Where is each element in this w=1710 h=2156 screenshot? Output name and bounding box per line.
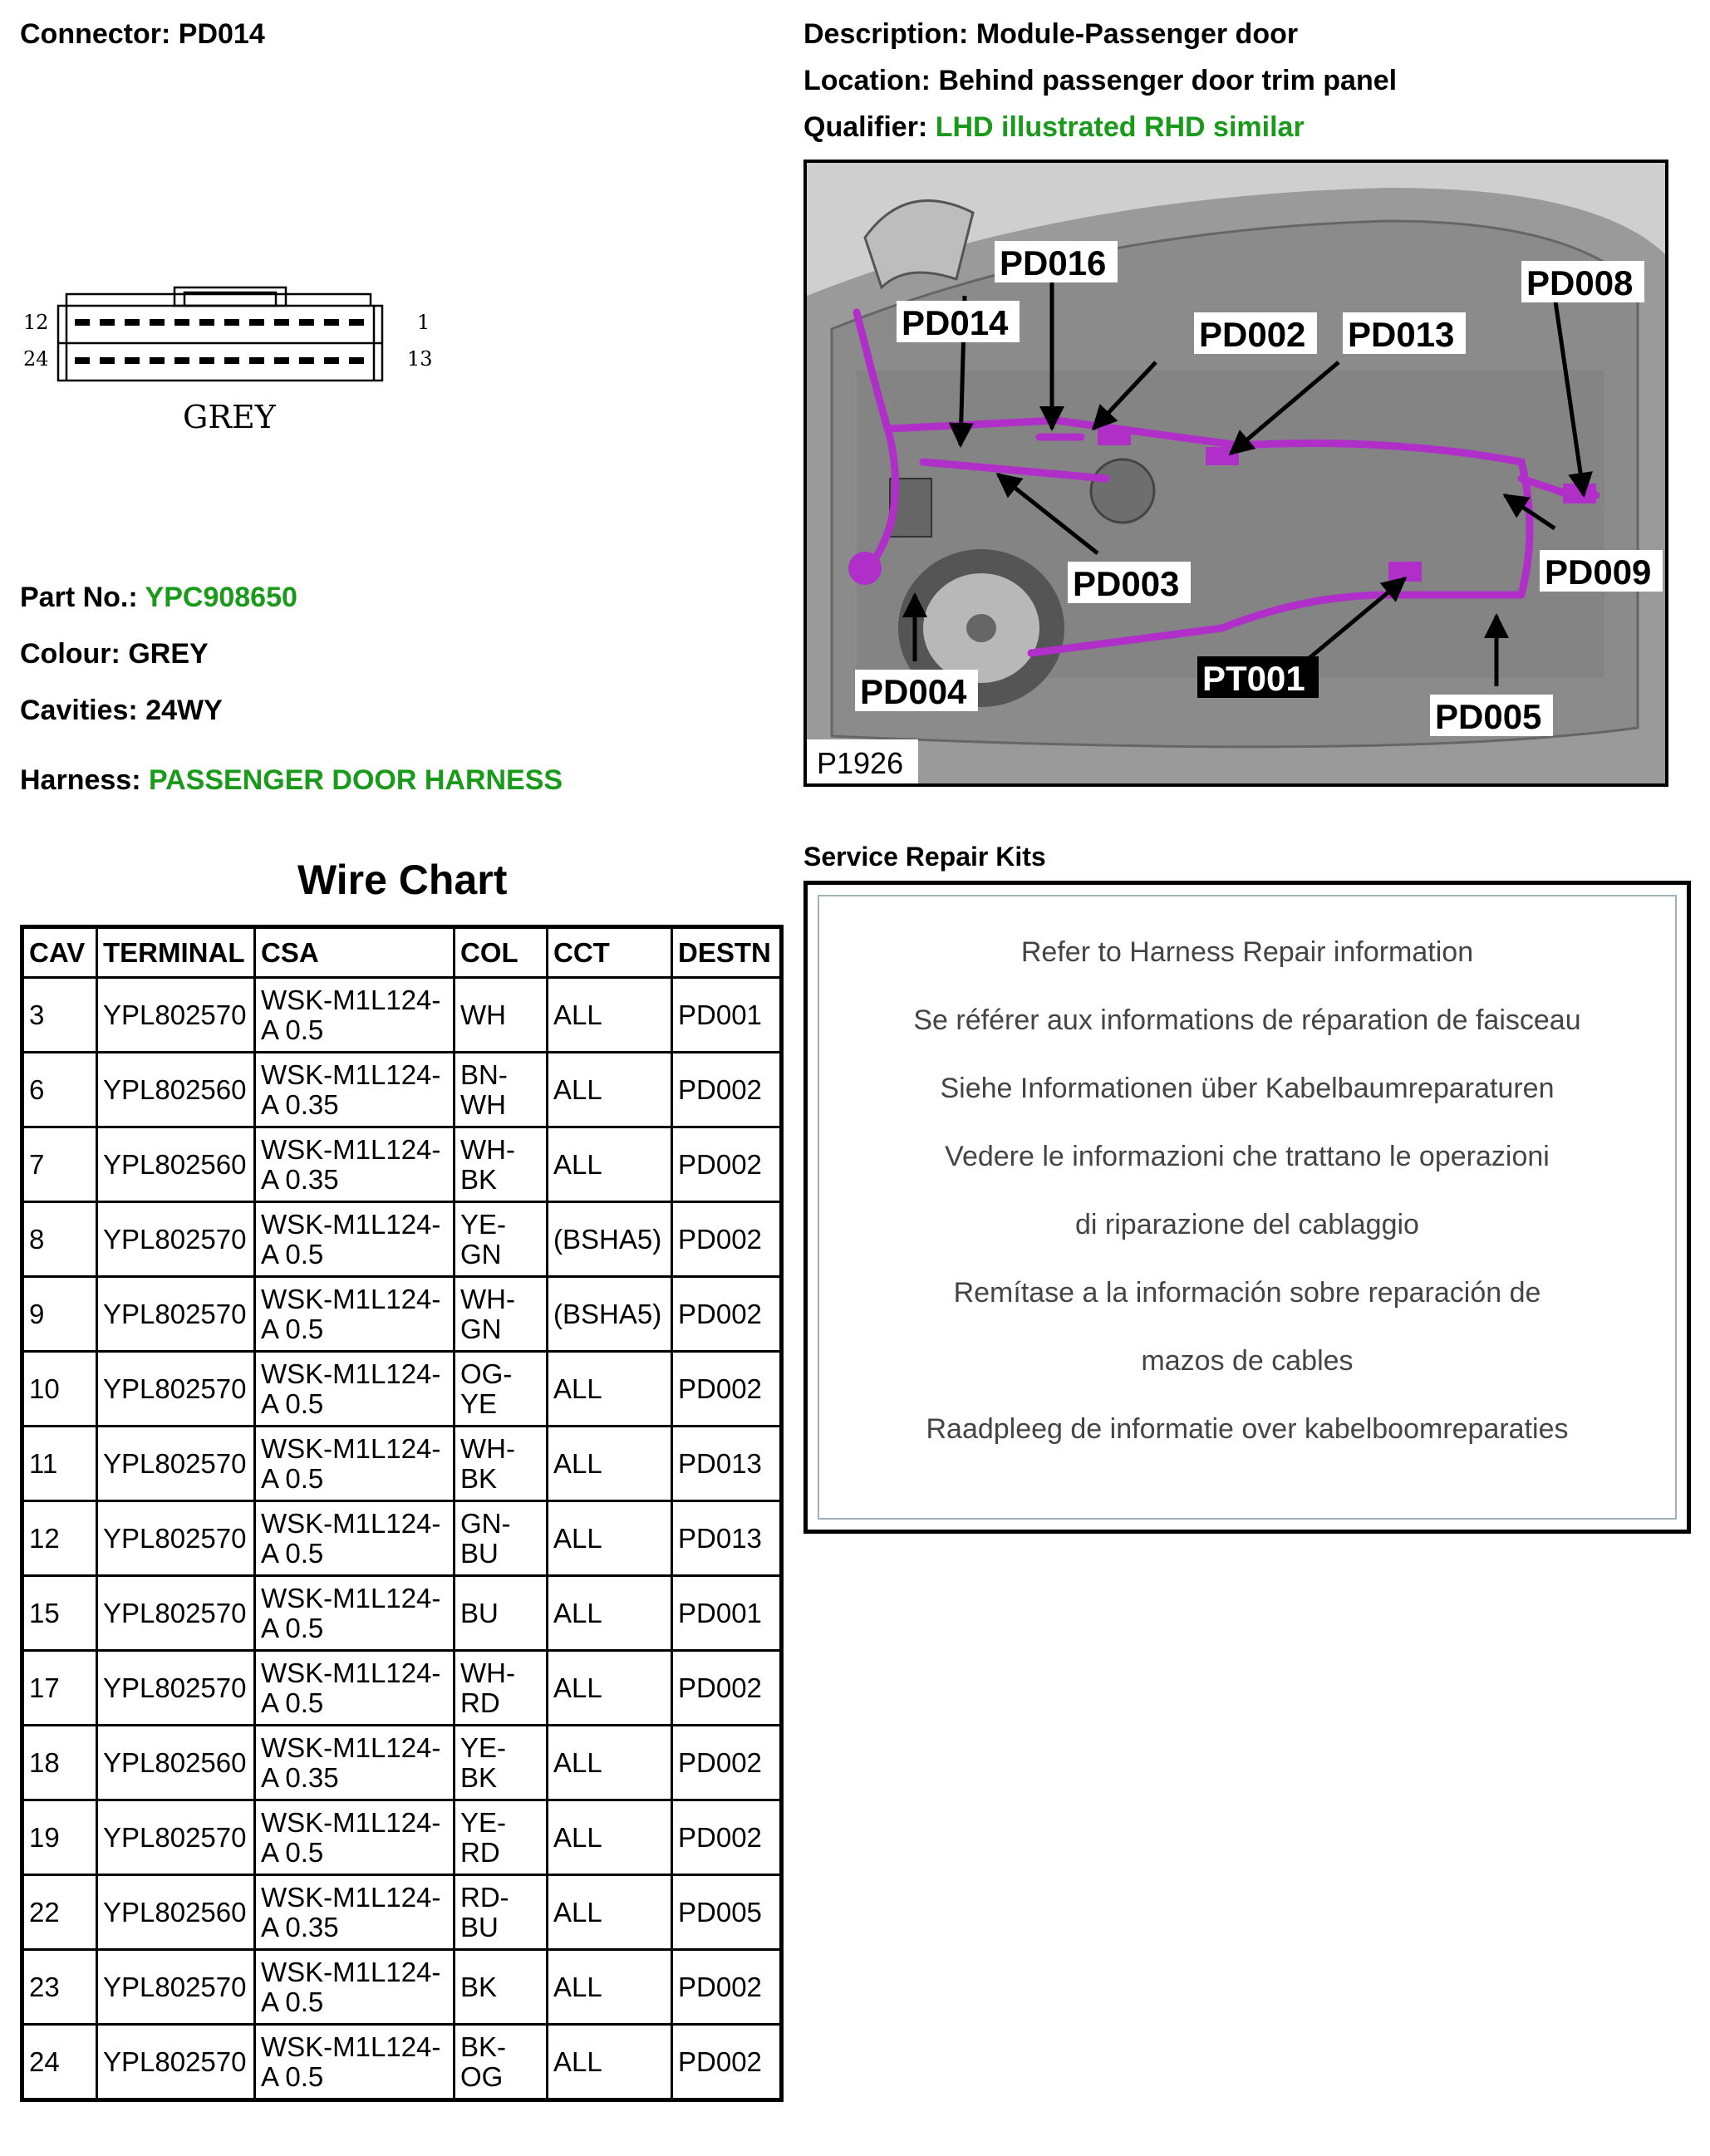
table-row bbox=[22, 1875, 782, 1950]
location-line bbox=[803, 65, 1397, 97]
qualifier-label: Qualifier: bbox=[803, 111, 928, 143]
cell-col: OG- YE bbox=[455, 1352, 548, 1427]
cell-csa: WSK-M1L124- A 0.5 bbox=[255, 1501, 455, 1576]
cell-col: YE- RD bbox=[455, 1800, 548, 1875]
wire-chart-table bbox=[20, 925, 784, 2102]
callout-pd005: PD005 bbox=[1435, 697, 1542, 736]
cavities-line bbox=[20, 695, 223, 727]
cell-col: YE- BK bbox=[455, 1726, 548, 1800]
part-label: Part No.: bbox=[20, 582, 138, 613]
connector-pin bbox=[274, 357, 289, 364]
cell-col: WH- BK bbox=[455, 1427, 548, 1501]
connector-pin bbox=[174, 357, 189, 364]
table-row bbox=[22, 1127, 782, 1202]
connector-pin bbox=[249, 319, 264, 326]
cell-destn: PD002 bbox=[672, 1053, 782, 1127]
cell-csa: WSK-M1L124- A 0.35 bbox=[255, 1875, 455, 1950]
cell-csa: WSK-M1L124- A 0.5 bbox=[255, 1800, 455, 1875]
connector-pin bbox=[349, 319, 364, 326]
connector-pin bbox=[125, 319, 140, 326]
cell-destn: PD002 bbox=[672, 1202, 782, 1277]
connector-pin bbox=[324, 319, 339, 326]
callout-pd003: PD003 bbox=[1073, 564, 1180, 603]
callout-pd016: PD016 bbox=[1000, 243, 1107, 282]
cell-cct: ALL bbox=[548, 1501, 672, 1576]
cell-terminal: YPL802570 bbox=[97, 1352, 255, 1427]
cell-destn: PD002 bbox=[672, 1127, 782, 1202]
table-row bbox=[22, 1950, 782, 2025]
cell-col: BK- OG bbox=[455, 2025, 548, 2100]
table-row bbox=[22, 1053, 782, 1127]
connector-pin bbox=[125, 357, 140, 364]
cell-terminal: YPL802570 bbox=[97, 2025, 255, 2100]
wire-chart-title: Wire Chart bbox=[297, 857, 508, 903]
cell-cct: ALL bbox=[548, 1875, 672, 1950]
cell-cct: ALL bbox=[548, 1352, 672, 1427]
wire-chart-header-row bbox=[22, 927, 782, 978]
cell-cav: 18 bbox=[22, 1726, 97, 1800]
harness-label: Harness: bbox=[20, 764, 141, 796]
cell-terminal: YPL802560 bbox=[97, 1127, 255, 1202]
connector-colour-label: GREY bbox=[183, 399, 276, 435]
header-cav: CAV bbox=[22, 927, 97, 978]
cell-terminal: YPL802560 bbox=[97, 1875, 255, 1950]
cell-cav: 19 bbox=[22, 1800, 97, 1875]
cell-cav: 9 bbox=[22, 1277, 97, 1352]
cell-cct: ALL bbox=[548, 1800, 672, 1875]
cell-terminal: YPL802560 bbox=[97, 1726, 255, 1800]
table-row bbox=[22, 1576, 782, 1651]
service-repair-box bbox=[803, 881, 1691, 1534]
table-row bbox=[22, 2025, 782, 2100]
cell-destn: PD002 bbox=[672, 1800, 782, 1875]
header-csa: CSA bbox=[255, 927, 455, 978]
cell-cav: 17 bbox=[22, 1651, 97, 1726]
harness-line bbox=[20, 764, 563, 797]
service-repair-title: Service Repair Kits bbox=[803, 842, 1046, 872]
table-row bbox=[22, 1352, 782, 1427]
cell-cav: 23 bbox=[22, 1950, 97, 2025]
cavities-value: 24WY bbox=[145, 695, 223, 726]
cell-destn: PD001 bbox=[672, 1576, 782, 1651]
pin-label-24: 24 bbox=[23, 347, 49, 371]
cell-terminal: YPL802570 bbox=[97, 1202, 255, 1277]
connector-pin bbox=[274, 319, 289, 326]
connector-pin bbox=[349, 357, 364, 364]
connector-pin bbox=[249, 357, 264, 364]
cell-destn: PD013 bbox=[672, 1427, 782, 1501]
cell-csa: WSK-M1L124- A 0.35 bbox=[255, 1127, 455, 1202]
pin-label-1: 1 bbox=[417, 311, 430, 334]
callout-pd013: PD013 bbox=[1348, 315, 1455, 354]
cell-csa: WSK-M1L124- A 0.35 bbox=[255, 1726, 455, 1800]
cell-terminal: YPL802570 bbox=[97, 1576, 255, 1651]
srk-line: Raadpleeg de informatie over kabelboomreparaties bbox=[926, 1413, 1569, 1445]
connector-pin bbox=[224, 357, 239, 364]
cell-cct: ALL bbox=[548, 1053, 672, 1127]
cell-terminal: YPL802570 bbox=[97, 1501, 255, 1576]
cell-col: YE- GN bbox=[455, 1202, 548, 1277]
table-row bbox=[22, 978, 782, 1053]
cell-destn: PD002 bbox=[672, 1726, 782, 1800]
table-row bbox=[22, 1202, 782, 1277]
connector-face-diagram bbox=[20, 282, 452, 440]
pin-label-12: 12 bbox=[23, 311, 49, 334]
description-line bbox=[803, 18, 1298, 51]
cell-cct: ALL bbox=[548, 978, 672, 1053]
cell-cav: 10 bbox=[22, 1352, 97, 1427]
cell-cct: ALL bbox=[548, 2025, 672, 2100]
connector-pin bbox=[299, 319, 314, 326]
qualifier-value: LHD illustrated RHD similar bbox=[935, 111, 1305, 143]
door-harness-illustration bbox=[803, 160, 1668, 787]
callout-pd002: PD002 bbox=[1199, 315, 1306, 354]
cell-col: BK bbox=[455, 1950, 548, 2025]
cell-csa: WSK-M1L124- A 0.5 bbox=[255, 2025, 455, 2100]
table-row bbox=[22, 1800, 782, 1875]
cell-col: BN- WH bbox=[455, 1053, 548, 1127]
cell-cct: ALL bbox=[548, 1576, 672, 1651]
cell-destn: PD002 bbox=[672, 1651, 782, 1726]
connector-pin bbox=[174, 319, 189, 326]
cell-cav: 15 bbox=[22, 1576, 97, 1651]
srk-line: Refer to Harness Repair information bbox=[1020, 936, 1474, 968]
description-label: Description: bbox=[803, 18, 969, 50]
qualifier-line bbox=[803, 111, 1305, 144]
colour-label: Colour: bbox=[20, 638, 120, 670]
cell-destn: PD002 bbox=[672, 1277, 782, 1352]
cell-destn: PD002 bbox=[672, 1950, 782, 2025]
table-row bbox=[22, 1277, 782, 1352]
cell-cav: 6 bbox=[22, 1053, 97, 1127]
cell-col: BU bbox=[455, 1576, 548, 1651]
cell-csa: WSK-M1L124- A 0.5 bbox=[255, 1651, 455, 1726]
cell-cct: ALL bbox=[548, 1651, 672, 1726]
cell-csa: WSK-M1L124- A 0.5 bbox=[255, 978, 455, 1053]
cell-terminal: YPL802570 bbox=[97, 1427, 255, 1501]
cell-cav: 7 bbox=[22, 1127, 97, 1202]
cell-col: GN- BU bbox=[455, 1501, 548, 1576]
cell-terminal: YPL802570 bbox=[97, 1277, 255, 1352]
cell-cav: 8 bbox=[22, 1202, 97, 1277]
cell-destn: PD013 bbox=[672, 1501, 782, 1576]
connector-pin bbox=[75, 319, 90, 326]
cell-cav: 24 bbox=[22, 2025, 97, 2100]
part-number-line bbox=[20, 582, 297, 614]
cell-col: WH bbox=[455, 978, 548, 1053]
cell-csa: WSK-M1L124- A 0.35 bbox=[255, 1053, 455, 1127]
header-terminal: TERMINAL bbox=[97, 927, 255, 978]
header-cct: CCT bbox=[548, 927, 672, 978]
cell-cct: (BSHA5) bbox=[548, 1277, 672, 1352]
callout-pt001: PT001 bbox=[1202, 659, 1305, 698]
cell-cav: 3 bbox=[22, 978, 97, 1053]
callout-pd008: PD008 bbox=[1526, 263, 1634, 302]
connector-label: Connector: bbox=[20, 18, 171, 50]
cell-cav: 12 bbox=[22, 1501, 97, 1576]
cell-csa: WSK-M1L124- A 0.5 bbox=[255, 1576, 455, 1651]
cell-cct: ALL bbox=[548, 1726, 672, 1800]
cell-col: WH- RD bbox=[455, 1651, 548, 1726]
cavities-label: Cavities: bbox=[20, 695, 138, 726]
header-destn: DESTN bbox=[672, 927, 782, 978]
srk-line: Vedere le informazioni che trattano le operazioni bbox=[945, 1141, 1550, 1172]
cell-csa: WSK-M1L124- A 0.5 bbox=[255, 1352, 455, 1427]
table-row bbox=[22, 1427, 782, 1501]
cell-csa: WSK-M1L124- A 0.5 bbox=[255, 1427, 455, 1501]
cell-terminal: YPL802570 bbox=[97, 978, 255, 1053]
cell-csa: WSK-M1L124- A 0.5 bbox=[255, 1277, 455, 1352]
cell-terminal: YPL802570 bbox=[97, 1950, 255, 2025]
cell-terminal: YPL802570 bbox=[97, 1800, 255, 1875]
cell-cct: (BSHA5) bbox=[548, 1202, 672, 1277]
srk-line: Siehe Informationen über Kabelbaumreparaturen bbox=[940, 1073, 1555, 1104]
connector-value: PD014 bbox=[178, 18, 265, 50]
cell-cct: ALL bbox=[548, 1427, 672, 1501]
cell-cct: ALL bbox=[548, 1127, 672, 1202]
cell-terminal: YPL802560 bbox=[97, 1053, 255, 1127]
connector-pin bbox=[75, 357, 90, 364]
callout-pd009: PD009 bbox=[1545, 553, 1652, 592]
cell-col: WH- BK bbox=[455, 1127, 548, 1202]
table-row bbox=[22, 1726, 782, 1800]
colour-value: GREY bbox=[128, 638, 209, 670]
cell-terminal: YPL802570 bbox=[97, 1651, 255, 1726]
connector-pin bbox=[199, 319, 214, 326]
connector-pin bbox=[150, 319, 165, 326]
pin-label-13: 13 bbox=[407, 347, 433, 371]
cell-destn: PD001 bbox=[672, 978, 782, 1053]
cell-csa: WSK-M1L124- A 0.5 bbox=[255, 1950, 455, 2025]
connector-pin bbox=[199, 357, 214, 364]
location-value: Behind passenger door trim panel bbox=[938, 65, 1398, 96]
srk-line: Se référer aux informations de réparation de faisceau bbox=[913, 1004, 1581, 1036]
connector-pin bbox=[100, 319, 115, 326]
cell-cav: 11 bbox=[22, 1427, 97, 1501]
connector-pin bbox=[224, 319, 239, 326]
connector-pin bbox=[150, 357, 165, 364]
table-row bbox=[22, 1501, 782, 1576]
cell-destn: PD002 bbox=[672, 2025, 782, 2100]
cell-destn: PD002 bbox=[672, 1352, 782, 1427]
connector-pin bbox=[299, 357, 314, 364]
cell-cct: ALL bbox=[548, 1950, 672, 2025]
colour-line bbox=[20, 638, 209, 670]
part-value: YPC908650 bbox=[145, 582, 297, 613]
cell-csa: WSK-M1L124- A 0.5 bbox=[255, 1202, 455, 1277]
connector-pin bbox=[100, 357, 115, 364]
table-row bbox=[22, 1651, 782, 1726]
harness-value: PASSENGER DOOR HARNESS bbox=[148, 764, 563, 796]
cell-cav: 22 bbox=[22, 1875, 97, 1950]
location-label: Location: bbox=[803, 65, 931, 96]
cell-col: RD- BU bbox=[455, 1875, 548, 1950]
srk-line: Remítase a la información sobre reparación de bbox=[953, 1277, 1541, 1309]
srk-line: di riparazione del cablaggio bbox=[1075, 1209, 1419, 1240]
connector-line bbox=[20, 18, 265, 51]
header-col: COL bbox=[455, 927, 548, 978]
connector-pin bbox=[324, 357, 339, 364]
callout-pd014: PD014 bbox=[902, 303, 1009, 342]
cell-destn: PD005 bbox=[672, 1875, 782, 1950]
description-value: Module-Passenger door bbox=[975, 18, 1299, 50]
photo-ref: P1926 bbox=[817, 746, 904, 780]
srk-line: mazos de cables bbox=[1141, 1345, 1354, 1377]
cell-col: WH- GN bbox=[455, 1277, 548, 1352]
callout-pd004: PD004 bbox=[860, 672, 967, 711]
